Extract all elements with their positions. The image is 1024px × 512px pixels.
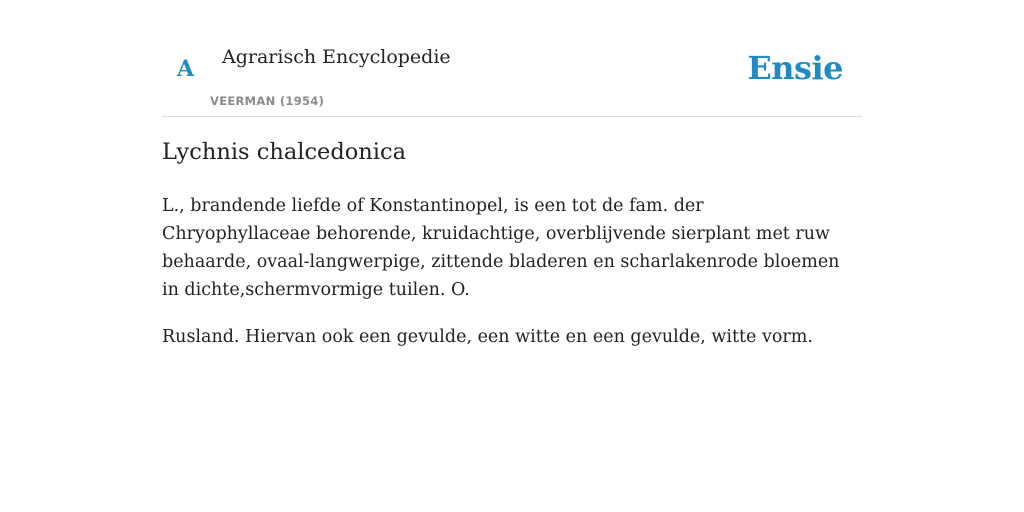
encyclopedia-author: VEERMAN (1954) — [210, 94, 325, 108]
ensie-logo-link[interactable]: Ensie — [747, 49, 843, 87]
encyclopedia-title-link[interactable]: Agrarisch Encyclopedie — [222, 46, 451, 68]
article-paragraph: L., brandende liefde of Konstantinopel, is een tot de fam. der Chryophyllaceae behorende, kruidachtige, overblijvende sierplant met ruw behaarde, ovaal-langwerpige, zittende bladeren en scharlakenrode bloemen in dichte,schermvormige tuilen. O. — [162, 196, 840, 300]
encyclopedia-header — [162, 0, 862, 117]
encyclopedia-logo-link[interactable]: A — [177, 56, 195, 82]
article-paragraph: Rusland. Hiervan ook een gevulde, een witte en een gevulde, witte vorm. — [162, 327, 813, 347]
article-title: Lychnis chalcedonica — [162, 139, 407, 165]
